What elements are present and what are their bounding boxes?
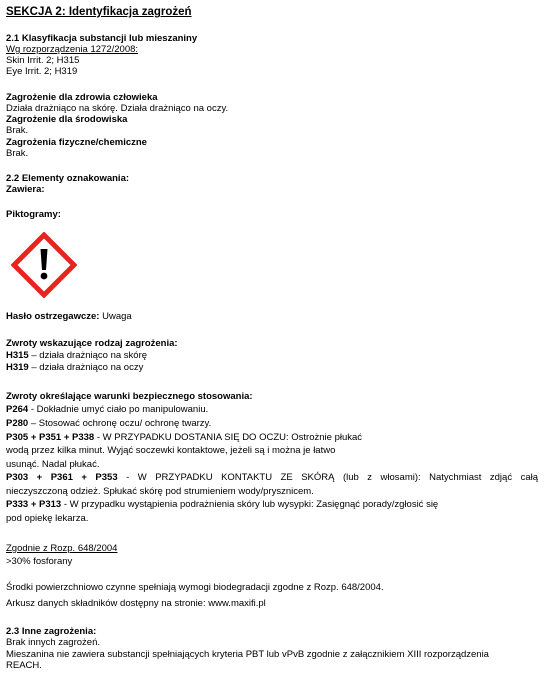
precaution-continuation: wodą przez kilka minut. Wyjąć soczewki kontaktowe, jeżeli są i można je łatwo bbox=[6, 445, 336, 456]
precaution-code: P303 + P361 + P353 bbox=[6, 472, 118, 483]
physical-text: Brak. bbox=[6, 148, 29, 159]
pbt-vpvb-text: Mieszanina nie zawiera substancji spełniających kryteria PBT lub vPvB zgodnie z załącznikiem XIII rozporządzenia bbox=[6, 649, 489, 660]
section-2-2-heading: 2.2 Elementy oznakowania: bbox=[6, 173, 130, 184]
reach-text: REACH. bbox=[6, 660, 42, 671]
precautionary-heading: Zwroty określające warunki bezpiecznego stosowania: bbox=[6, 391, 253, 402]
hazard-code: H315 bbox=[6, 350, 29, 361]
precaution-text: - W przypadku wystąpienia podrażnienia skóry lub wysypki: Zasięgnąć porady/zgłosić się bbox=[61, 499, 439, 510]
classification-line: Eye Irrit. 2; H319 bbox=[6, 66, 78, 77]
precaution-code: P333 + P313 bbox=[6, 499, 62, 510]
ingredients-sheet-text: Arkusz danych składników dostępny na stronie: www.maxifi.pl bbox=[6, 598, 266, 609]
phosphates-text: >30% fosforany bbox=[6, 556, 73, 567]
classification-line: Skin Irrit. 2; H315 bbox=[6, 55, 80, 66]
precaution-text: - W PRZYPADKU KONTAKTU ZE SKÓRĄ (lub z włosami): Natychmiast zdjąć całą bbox=[117, 472, 538, 483]
other-hazards-text: Brak innych zagrożeń. bbox=[6, 637, 100, 648]
precaution-code: P264 bbox=[6, 404, 29, 415]
signal-word-label: Hasło ostrzegawcze: bbox=[6, 311, 100, 322]
precautionary-statement bbox=[6, 499, 438, 510]
exclamation-mark-diamond-icon bbox=[11, 232, 77, 298]
signal-word: Uwaga bbox=[102, 311, 132, 322]
precaution-code: P305 + P351 + P338 bbox=[6, 432, 95, 443]
section-2-1-heading: 2.1 Klasyfikacja substancji lub mieszaniny bbox=[6, 33, 198, 44]
surfactants-text: Środki powierzchniowo czynne spełniają wymogi biodegradacji zgodne z Rozp. 648/2004. bbox=[6, 582, 384, 593]
precaution-continuation: nieczyszczoną odzież. Spłukać skórę pod strumieniem wody/prysznicem. bbox=[6, 486, 314, 497]
precaution-continuation: usunąć. Nadal płukać. bbox=[6, 459, 100, 470]
environment-text: Brak. bbox=[6, 125, 29, 136]
contains-label: Zawiera: bbox=[6, 184, 45, 195]
health-heading: Zagrożenie dla zdrowia człowieka bbox=[6, 92, 158, 103]
hazard-statement bbox=[6, 362, 143, 373]
precaution-text: - Dokładnie umyć ciało po manipulowaniu. bbox=[28, 404, 209, 415]
signal-word-row bbox=[6, 311, 132, 322]
precautionary-statement bbox=[6, 404, 208, 415]
regulation-label: Wg rozporządzenia 1272/2008: bbox=[6, 44, 139, 55]
hazard-code: H319 bbox=[6, 362, 29, 373]
hazard-statements-heading: Zwroty wskazujące rodzaj zagrożenia: bbox=[6, 338, 178, 349]
pictograms-label: Piktogramy: bbox=[6, 209, 61, 220]
precautionary-statement bbox=[6, 472, 538, 483]
environment-heading: Zagrożenie dla środowiska bbox=[6, 114, 128, 125]
hazard-text: – działa drażniąco na oczy bbox=[28, 362, 144, 373]
section-2-3-heading: 2.3 Inne zagrożenia: bbox=[6, 626, 97, 637]
precautionary-statement bbox=[6, 418, 211, 429]
precaution-continuation: pod opiekę lekarza. bbox=[6, 513, 89, 524]
precaution-text: - W PRZYPADKU DOSTANIA SIĘ DO OCZU: Ostrożnie płukać bbox=[94, 432, 363, 443]
precaution-code: P280 bbox=[6, 418, 29, 429]
physical-heading: Zagrożenia fizyczne/chemiczne bbox=[6, 137, 147, 148]
hazard-statement bbox=[6, 350, 147, 361]
section-title: SEKCJA 2: Identyfikacja zagrożeń bbox=[6, 6, 192, 18]
regulation-648-heading: Zgodnie z Rozp. 648/2004 bbox=[6, 543, 118, 554]
health-text: Działa drażniąco na skórę. Działa drażniąco na oczy. bbox=[6, 103, 229, 114]
precaution-text: – Stosować ochronę oczu/ ochronę twarzy. bbox=[28, 418, 212, 429]
precautionary-statement bbox=[6, 432, 362, 443]
hazard-text: – działa drażniąco na skórę bbox=[28, 350, 148, 361]
